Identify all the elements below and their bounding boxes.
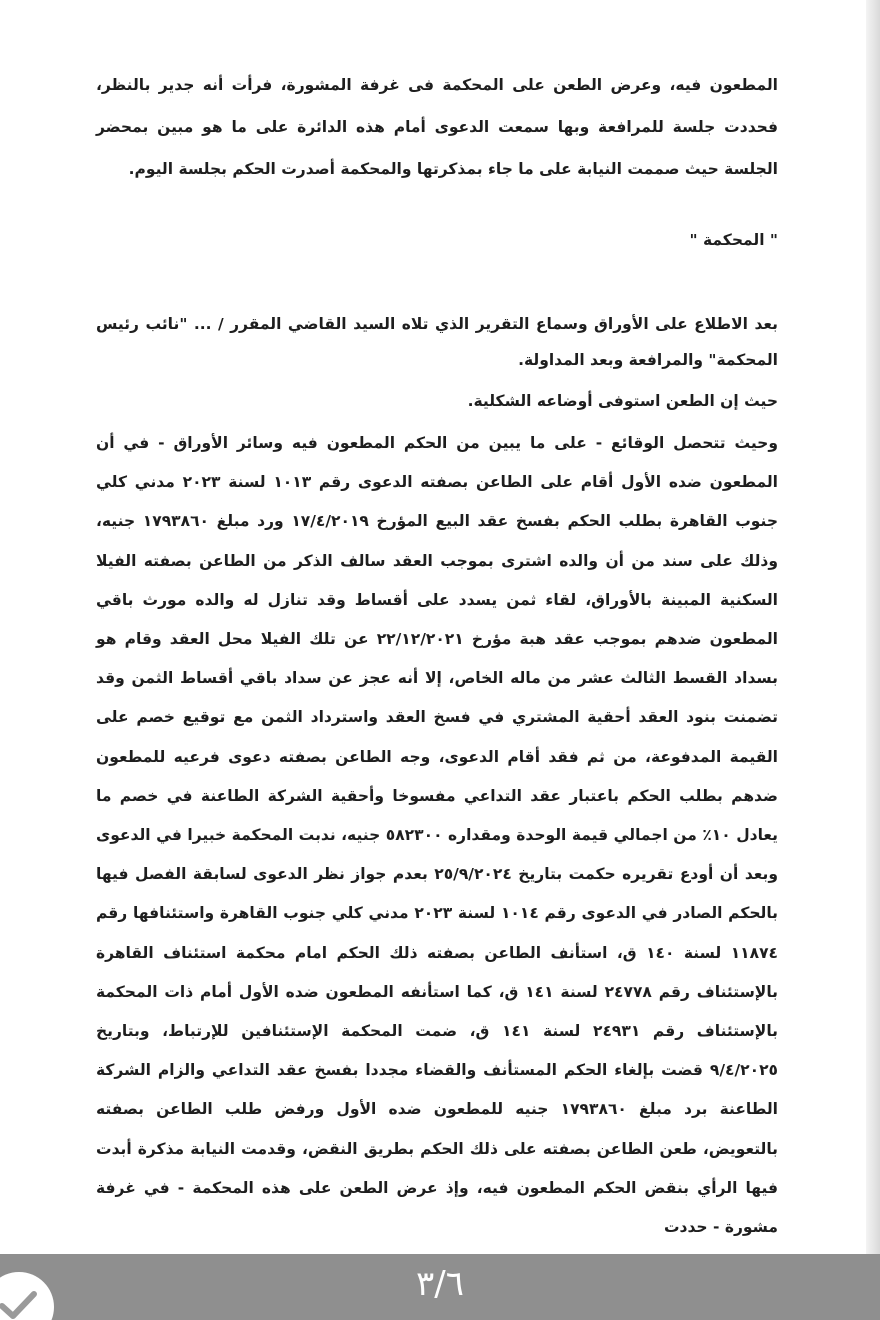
- paragraph-intro: المطعون فيه، وعرض الطعن على المحكمة فى غرفة المشورة، فرأت أنه جدير بالنظر، فحددت جلسة للمرافعة وبها سمعت الدعوى أمام هذه الدائرة على ما هو مبين بمحضر الجلسة حيث صممت النيابة على ما جاء بمذكرتها والمحكمة أصدرت الحكم بجلسة اليوم.: [96, 76, 778, 178]
- page-edge-shadow: [866, 0, 880, 1254]
- page-number: ٣/٦: [416, 1264, 464, 1304]
- paragraph-facts: وحيث تتحصل الوقائع - على ما يبين من الحكم المطعون فيه وسائر الأوراق - في أن المطعون ضده الأول أقام على الطاعن بصفته الدعوى رقم ١٠١٣ لسنة ٢٠٢٣ مدني كلي جنوب القاهرة بطلب الحكم بفسخ عقد البيع المؤرخ ١٧/٤/٢٠١٩ ورد مبلغ ١٧٩٣٨٦٠ جنيه، وذلك على سند من أن والده اشترى بموجب العقد سالف الذكر من الطاعن بصفته الفيلا السكنية المبينة بالأوراق، لقاء ثمن يسدد على أقساط وقد تنازل له والده مورث باقي المطعون ضدهم بموجب عقد هبة مؤرخ ٢٢/١٢/٢٠٢١ عن تلك الفيلا محل العقد وقام هو بسداد القسط الثالث عشر من ماله الخاص، إلا أنه عجز عن سداد باقي أقساط الثمن وقد تضمنت بنود العقد أحقية المشتري في فسخ العقد واسترداد الثمن مع توقيع خصم على القيمة المدفوعة، من ثم فقد أقام الدعوى، وجه الطاعن بصفته دعوى فرعيه للمطعون ضدهم بطلب الحكم باعتبار عقد التداعي مفسوخا وأحقية الشركة الطاعنة في خصم ما يعادل ١٠٪ من اجمالي قيمة الوحدة ومقداره ٥٨٢٣٠٠ جنيه، ندبت المحكمة خبيرا في الدعوى وبعد أن أودع تقريره حكمت بتاريخ ٢٥/٩/٢٠٢٤ بعدم جواز نظر الدعوى لسابقة الفصل فيها بالحكم الصادر في الدعوى رقم ١٠١٤ لسنة ٢٠٢٣ مدني كلي جنوب القاهرة واستئنافها رقم ١١٨٧٤ لسنة ١٤٠ ق، استأنف الطاعن بصفته ذلك الحكم امام محكمة استئناف القاهرة بالإستئناف رقم ٢٤٧٧٨ لسنة ١٤١ ق، كما استأنفه المطعون ضده الأول أمام ذات المحكمة بالإستئناف رقم ٢٤٩٣١ لسنة ١٤١ ق، ضمت المحكمة الإستئنافين للإرتباط، وبتاريخ ٩/٤/٢٠٢٥ قضت بإلغاء الحكم المستأنف والقضاء مجددا بفسخ عقد التداعي والزام الشركة الطاعنة برد مبلغ ١٧٩٣٨٦٠ جنيه للمطعون ضده الأول ورفض طلب الطاعن بصفته بالتعويض، طعن الطاعن بصفته على ذلك الحكم بطريق النقض، وقدمت النيابة مذكرة أبدت فيها الرأي بنقض الحكم المطعون فيه، وإذ عرض الطعن على هذه المحكمة - في غرفة مشورة - حددت: [96, 434, 779, 1237]
- check-icon: [0, 1288, 38, 1320]
- section-heading: " المحكمة ": [689, 231, 778, 249]
- paragraph-formal: حيث إن الطعن استوفى أوضاعه الشكلية.: [467, 392, 778, 410]
- paragraph-review: بعد الاطلاع على الأوراق وسماع التقرير الذي تلاه السيد القاضي المقرر / ... "نائب رئيس المحكمة" والمرافعة وبعد المداولة.: [96, 315, 778, 369]
